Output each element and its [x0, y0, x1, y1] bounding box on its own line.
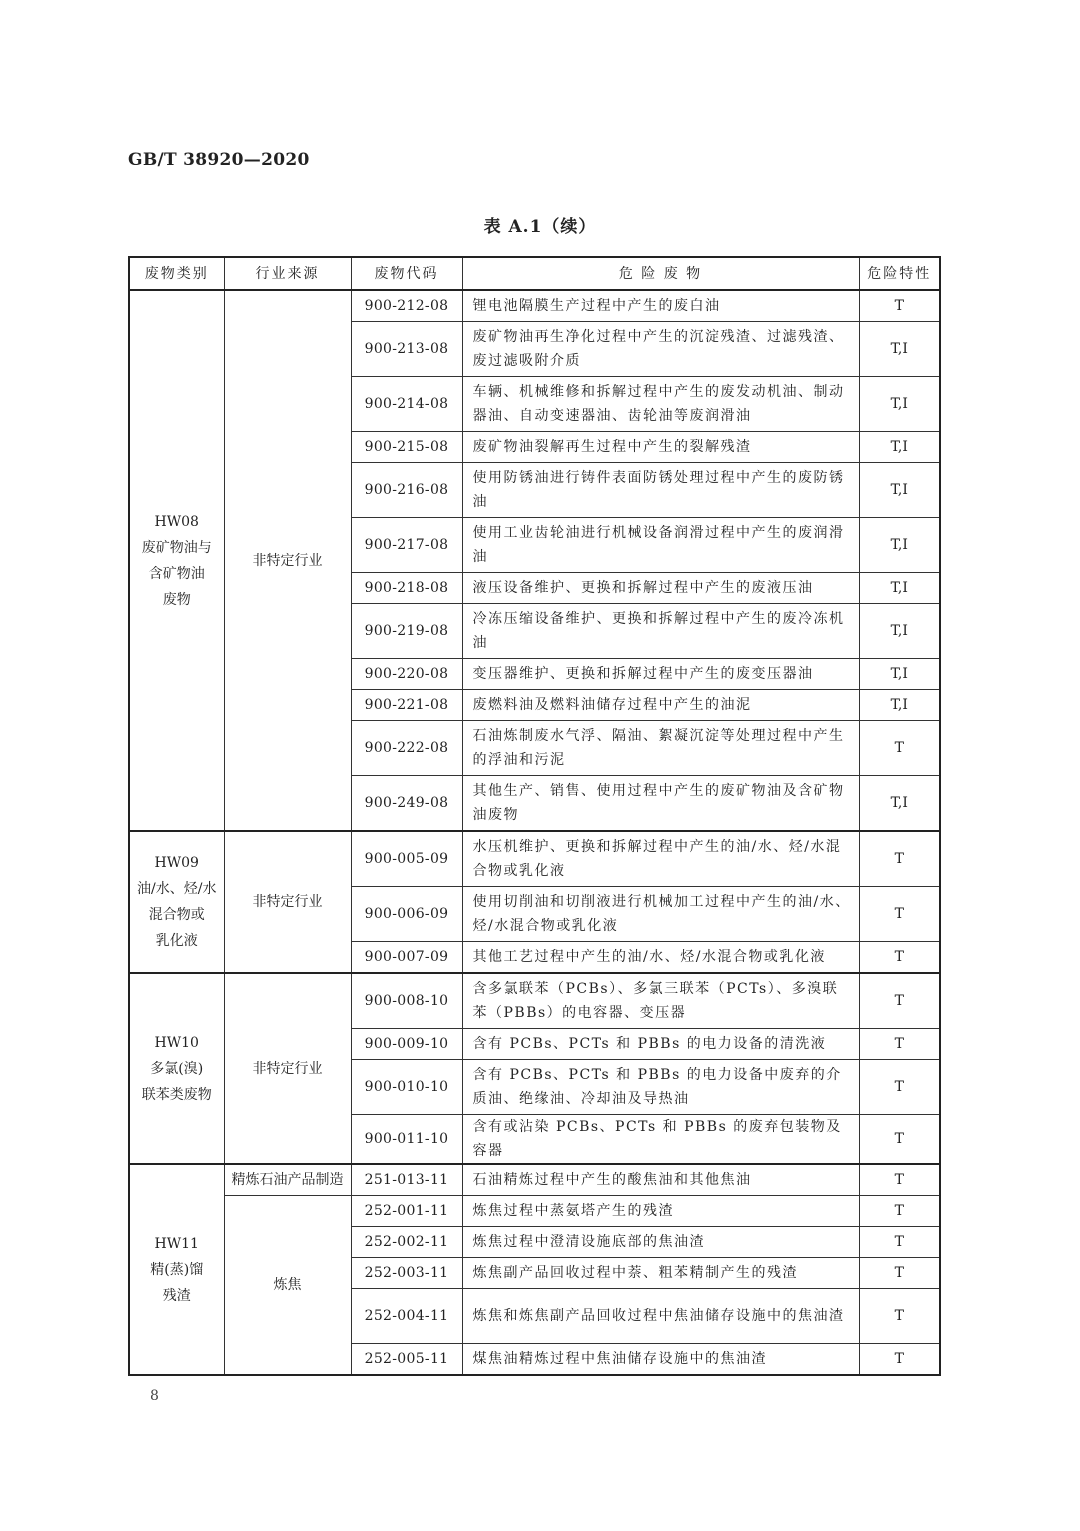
category-cell: HW09 油/水、烃/水 混合物或 乳化液: [129, 831, 224, 973]
table-row: [129, 973, 940, 1029]
hazard-characteristic: T: [859, 721, 940, 776]
waste-description: 水压机维护、更换和拆解过程中产生的油/水、烃/水混合物或乳化液: [462, 831, 859, 887]
waste-description: 车辆、机械维修和拆解过程中产生的废发动机油、制动器油、自动变速器油、齿轮油等废润滑油: [462, 377, 859, 432]
hazard-characteristic: T: [859, 942, 940, 974]
waste-code: 252-002-11: [351, 1227, 462, 1258]
page-number: 8: [150, 1388, 159, 1404]
hazard-characteristic: T,I: [859, 322, 940, 377]
waste-code: 900-219-08: [351, 604, 462, 659]
hazard-characteristic: T: [859, 1196, 940, 1227]
waste-description: 使用切削油和切削液进行机械加工过程中产生的油/水、烃/水混合物或乳化液: [462, 887, 859, 942]
waste-code: 900-217-08: [351, 518, 462, 573]
waste-code: 900-249-08: [351, 776, 462, 832]
hazard-characteristic: T: [859, 1164, 940, 1196]
waste-description: 炼焦副产品回收过程中萘、粗苯精制产生的残渣: [462, 1258, 859, 1289]
hazard-characteristic: T,I: [859, 573, 940, 604]
category-cell: HW08 废矿物油与 含矿物油 废物: [129, 290, 224, 831]
hazard-characteristic: T: [859, 1344, 940, 1376]
waste-code: 900-220-08: [351, 659, 462, 690]
waste-code: 900-010-10: [351, 1060, 462, 1115]
waste-description: 石油炼制废水气浮、隔油、絮凝沉淀等处理过程中产生的浮油和污泥: [462, 721, 859, 776]
waste-code: 900-214-08: [351, 377, 462, 432]
waste-code: 252-005-11: [351, 1344, 462, 1376]
hazard-characteristic: T: [859, 831, 940, 887]
col-header-waste: 危 险 废 物: [462, 257, 859, 290]
waste-description: 冷冻压缩设备维护、更换和拆解过程中产生的废冷冻机油: [462, 604, 859, 659]
waste-description: 含有 PCBs、PCTs 和 PBBs 的电力设备的清洗液: [462, 1029, 859, 1060]
col-header-characteristic: 危险特性: [859, 257, 940, 290]
waste-description: 其他生产、销售、使用过程中产生的废矿物油及含矿物油废物: [462, 776, 859, 832]
hazard-characteristic: T,I: [859, 659, 940, 690]
hazard-characteristic: T: [859, 1060, 940, 1115]
table-row: [129, 1164, 940, 1196]
waste-code: 900-216-08: [351, 463, 462, 518]
waste-description: 炼焦和炼焦副产品回收过程中焦油储存设施中的焦油渣: [462, 1289, 859, 1344]
waste-code: 252-003-11: [351, 1258, 462, 1289]
waste-description: 含有 PCBs、PCTs 和 PBBs 的电力设备中废弃的介质油、绝缘油、冷却油及导热油: [462, 1060, 859, 1115]
waste-description: 变压器维护、更换和拆解过程中产生的废变压器油: [462, 659, 859, 690]
category-cell: HW10 多氯(溴) 联苯类废物: [129, 973, 224, 1164]
col-header-industry: 行业来源: [224, 257, 351, 290]
waste-description: 石油精炼过程中产生的酸焦油和其他焦油: [462, 1164, 859, 1196]
hazard-characteristic: T: [859, 1289, 940, 1344]
waste-code: 900-007-09: [351, 942, 462, 974]
hazard-characteristic: T,I: [859, 432, 940, 463]
waste-description: 使用工业齿轮油进行机械设备润滑过程中产生的废润滑油: [462, 518, 859, 573]
waste-description: 其他工艺过程中产生的油/水、烃/水混合物或乳化液: [462, 942, 859, 974]
hazard-characteristic: T: [859, 973, 940, 1029]
group-hw09: [129, 831, 940, 973]
table-row: [129, 831, 940, 887]
waste-description: 液压设备维护、更换和拆解过程中产生的废液压油: [462, 573, 859, 604]
col-header-category: 废物类别: [129, 257, 224, 290]
table-row: [129, 290, 940, 322]
waste-code: 900-222-08: [351, 721, 462, 776]
waste-code: 900-221-08: [351, 690, 462, 721]
waste-description: 含有或沾染 PCBs、PCTs 和 PBBs 的废弃包装物及容器: [462, 1115, 859, 1165]
waste-code: 900-011-10: [351, 1115, 462, 1165]
waste-description: 废矿物油裂解再生过程中产生的裂解残渣: [462, 432, 859, 463]
waste-description: 炼焦过程中蒸氨塔产生的残渣: [462, 1196, 859, 1227]
hazard-characteristic: T,I: [859, 377, 940, 432]
hazard-characteristic: T: [859, 1115, 940, 1165]
industry-cell: 非特定行业: [224, 831, 351, 973]
hazard-characteristic: T: [859, 1029, 940, 1060]
hazard-characteristic: T,I: [859, 518, 940, 573]
group-hw11: [129, 1164, 940, 1375]
waste-description: 锂电池隔膜生产过程中产生的废白油: [462, 290, 859, 322]
col-header-code: 废物代码: [351, 257, 462, 290]
waste-description: 炼焦过程中澄清设施底部的焦油渣: [462, 1227, 859, 1258]
waste-code: 252-001-11: [351, 1196, 462, 1227]
waste-code: 900-218-08: [351, 573, 462, 604]
hazard-characteristic: T: [859, 1227, 940, 1258]
group-hw10: [129, 973, 940, 1164]
waste-description: 煤焦油精炼过程中焦油储存设施中的焦油渣: [462, 1344, 859, 1376]
standard-number: GB/T 38920—2020: [128, 150, 310, 170]
waste-code: 900-008-10: [351, 973, 462, 1029]
hazard-characteristic: T,I: [859, 690, 940, 721]
table-row: [129, 1196, 940, 1227]
hazardous-waste-table: [128, 256, 941, 1376]
waste-code: 252-004-11: [351, 1289, 462, 1344]
group-hw08: [129, 290, 940, 831]
waste-description: 使用防锈油进行铸件表面防锈处理过程中产生的废防锈油: [462, 463, 859, 518]
industry-cell: 精炼石油产品制造: [224, 1164, 351, 1196]
industry-cell: 非特定行业: [224, 290, 351, 831]
industry-cell: 非特定行业: [224, 973, 351, 1164]
hazard-characteristic: T: [859, 290, 940, 322]
industry-cell: 炼焦: [224, 1196, 351, 1376]
waste-description: 含多氯联苯（PCBs）、多氯三联苯（PCTs）、多溴联苯（PBBs）的电容器、变压器: [462, 973, 859, 1029]
waste-code: 900-009-10: [351, 1029, 462, 1060]
table-header-row: [129, 257, 940, 290]
waste-description: 废燃料油及燃料油储存过程中产生的油泥: [462, 690, 859, 721]
waste-code: 900-006-09: [351, 887, 462, 942]
waste-description: 废矿物油再生净化过程中产生的沉淀残渣、过滤残渣、废过滤吸附介质: [462, 322, 859, 377]
waste-code: 900-213-08: [351, 322, 462, 377]
hazard-characteristic: T: [859, 1258, 940, 1289]
hazard-characteristic: T,I: [859, 776, 940, 832]
waste-code: 900-005-09: [351, 831, 462, 887]
category-cell: HW11 精(蒸)馏 残渣: [129, 1164, 224, 1375]
waste-code: 900-215-08: [351, 432, 462, 463]
hazard-characteristic: T,I: [859, 463, 940, 518]
table-title: 表 A.1（续）: [483, 217, 597, 237]
hazard-characteristic: T,I: [859, 604, 940, 659]
waste-code: 251-013-11: [351, 1164, 462, 1196]
hazard-characteristic: T: [859, 887, 940, 942]
waste-code: 900-212-08: [351, 290, 462, 322]
